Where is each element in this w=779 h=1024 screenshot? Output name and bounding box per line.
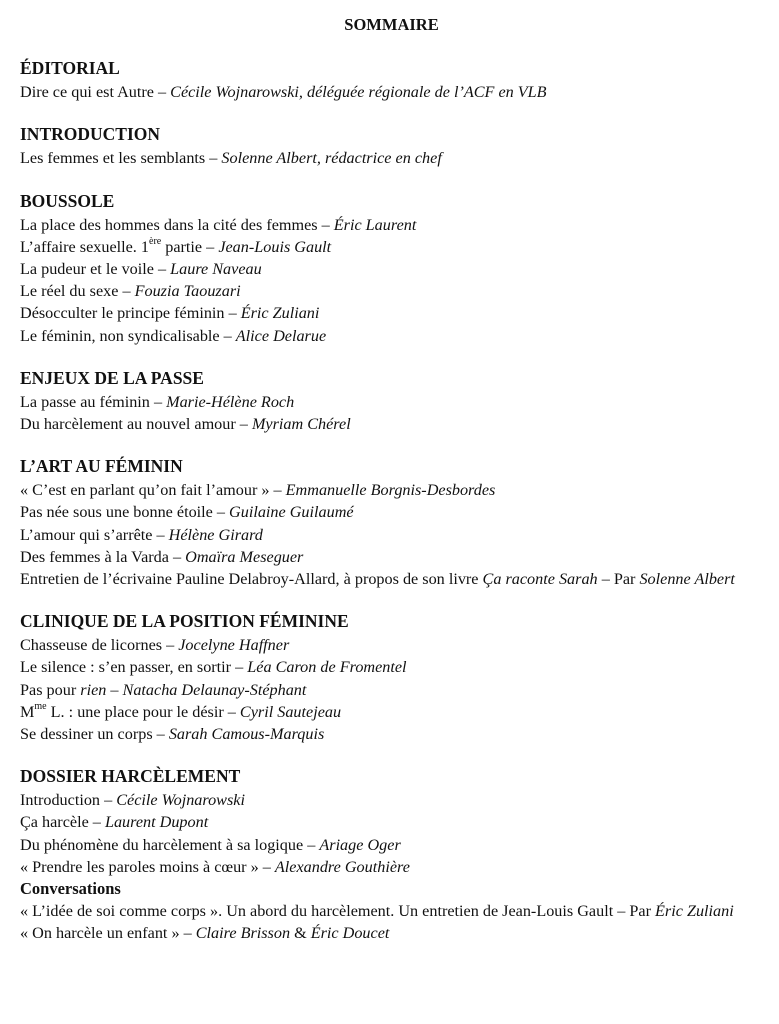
toc-entry — [20, 789, 763, 811]
entry-title — [20, 238, 202, 256]
toc-entry — [20, 834, 763, 856]
toc-entry — [20, 413, 763, 435]
dash-separator: – — [152, 725, 169, 744]
dash-separator: – — [153, 83, 171, 102]
entry-author: Jocelyne Haffner — [178, 636, 290, 655]
entry-title: Le silence : s’en passer, en sortir — [20, 658, 232, 677]
entry-title: « Prendre les paroles moins à cœur » — [20, 857, 259, 876]
toc-entry — [20, 81, 763, 103]
toc-entry — [20, 701, 763, 723]
entry-author: Fouzia Taouzari — [134, 282, 241, 301]
entry-author: Guilaine Guilaumé — [229, 503, 354, 522]
dash-separator: – — [118, 282, 135, 301]
section-introduction — [20, 123, 763, 169]
entry-author: Éric Zuliani — [655, 902, 734, 921]
entry-author: Éric Doucet — [310, 924, 390, 943]
entry-author: Éric Laurent — [333, 215, 417, 234]
entry-author: Alexandre Gouthière — [274, 857, 410, 876]
entry-title: L’amour qui s’arrête — [20, 525, 153, 544]
entry-title: La passe au féminin — [20, 392, 150, 411]
dash-separator: – — [168, 547, 186, 566]
toc-entry — [20, 501, 763, 523]
dash-separator: – — [224, 304, 241, 323]
entry-author: Solenne Albert, rédactrice en chef — [221, 149, 442, 168]
entry-title: Pas née sous une bonne étoile — [20, 503, 213, 522]
entry-author: Léa Caron de Fromentel — [247, 658, 407, 677]
entry-title: « C’est en parlant qu’on fait l’amour » — [20, 481, 270, 500]
entry-author: Marie-Hélène Roch — [166, 392, 295, 411]
entry-title: La pudeur et le voile — [20, 260, 154, 279]
entry-title-part: M — [20, 702, 35, 721]
entry-title: Introduction — [20, 791, 101, 810]
dash-separator: – — [212, 503, 230, 522]
entry-author: Laurent Dupont — [104, 813, 209, 832]
section-heading: ÉDITORIAL — [20, 58, 120, 79]
entry-title: Dire ce qui est Autre — [20, 83, 154, 102]
toc-entry — [20, 546, 763, 568]
entry-title: Entretien de l’écrivaine Pauline Delabroy-Allard, à propos de son livre — [20, 570, 483, 589]
section-art-au-feminin — [20, 455, 763, 590]
entry-title-part: L. : une place pour le désir — [46, 702, 224, 721]
entry-author: Éric Zuliani — [240, 304, 320, 323]
dash-separator: – — [258, 857, 275, 876]
subheading-conversations: Conversations — [20, 879, 121, 899]
dash-separator: – — [223, 702, 240, 721]
entry-author: Laure Naveau — [170, 260, 262, 279]
entry-author: Cyril Sautejeau — [239, 702, 342, 721]
toc-entry — [20, 679, 763, 701]
toc-entry — [20, 280, 763, 302]
dash-separator: – — [202, 237, 219, 256]
entry-author: Claire Brisson — [195, 924, 291, 943]
section-clinique — [20, 610, 763, 745]
toc-entry — [20, 236, 763, 258]
entry-title: « L’idée de soi comme corps ». Un abord du harcèlement. Un entretien de Jean-Louis Gault – Par — [20, 902, 656, 921]
entry-title: Pas pour — [20, 680, 81, 699]
toc-entry — [20, 325, 763, 347]
toc-entry — [20, 524, 763, 546]
entry-author: Sarah Camous-Marquis — [168, 725, 325, 744]
entry-author: Cécile Wojnarowski — [116, 791, 245, 810]
toc-entry — [20, 258, 763, 280]
toc-entry — [20, 723, 763, 745]
section-heading: BOUSSOLE — [20, 190, 115, 211]
entry-title: Ça harcèle — [20, 813, 89, 832]
entry-title: Chasseuse de licornes — [20, 636, 163, 655]
section-dossier-harcelement — [20, 765, 763, 944]
entry-title: Du phénomène du harcèlement à sa logique — [20, 835, 304, 854]
toc-entry — [20, 656, 763, 678]
entry-author: Alice Delarue — [235, 326, 327, 345]
section-boussole — [20, 190, 763, 347]
entry-title: Les femmes et les semblants — [20, 149, 206, 168]
dash-separator: – — [269, 481, 286, 500]
emphasized-word: rien — [80, 680, 107, 699]
book-title: Ça raconte Sarah — [482, 570, 598, 589]
dash-separator: – — [303, 835, 320, 854]
toc-entry — [20, 147, 763, 169]
entry-title — [20, 703, 224, 721]
dash-separator: – — [152, 525, 169, 544]
entry-author: Cécile Wojnarowski, déléguée régionale de l’ACF en VLB — [170, 83, 547, 102]
toc-entry — [20, 568, 763, 590]
entry-author: Natacha Delaunay-Stéphant — [122, 680, 307, 699]
entry-title: Désocculter le principe féminin — [20, 304, 225, 323]
dash-separator: – — [149, 392, 167, 411]
entry-title-part: – Par — [597, 570, 640, 589]
dash-separator: – — [205, 149, 222, 168]
dash-separator: – — [88, 813, 105, 832]
section-heading: DOSSIER HARCÈLEMENT — [20, 766, 241, 787]
toc-entry — [20, 900, 763, 922]
entry-title-part: partie — [161, 237, 203, 256]
entry-title: Se dessiner un corps — [20, 725, 153, 744]
section-heading: L’ART AU FÉMININ — [20, 456, 183, 477]
toc-entry — [20, 634, 763, 656]
ampersand: & — [290, 924, 311, 943]
dash-separator: – — [100, 791, 117, 810]
section-heading: INTRODUCTION — [20, 124, 161, 145]
entry-title-part: L’affaire sexuelle. 1 — [20, 237, 149, 256]
dash-separator: – — [231, 658, 248, 677]
entry-title: Des femmes à la Varda — [20, 547, 169, 566]
section-enjeux-de-la-passe — [20, 367, 763, 435]
ordinal-superscript: ère — [149, 236, 162, 248]
entry-author: Jean-Louis Gault — [218, 237, 332, 256]
entry-author: Solenne Albert — [639, 570, 735, 589]
entry-title: Le réel du sexe — [20, 282, 119, 301]
toc-entry — [20, 856, 763, 878]
entry-title: Le féminin, non syndicalisable — [20, 326, 220, 345]
dash-separator: – — [219, 326, 236, 345]
entry-title: La place des hommes dans la cité des femmes — [20, 215, 318, 234]
entry-author: Myriam Chérel — [251, 415, 351, 434]
section-heading: ENJEUX DE LA PASSE — [20, 367, 204, 388]
section-editorial — [20, 57, 763, 103]
toc-entry — [20, 811, 763, 833]
dash-separator: – — [153, 260, 171, 279]
section-heading: CLINIQUE DE LA POSITION FÉMININE — [20, 611, 349, 632]
document-title: SOMMAIRE — [344, 15, 439, 34]
toc-entry — [20, 302, 763, 324]
dash-separator: – — [235, 415, 252, 434]
entry-title: « On harcèle un enfant » – — [20, 924, 196, 943]
entry-author: Hélène Girard — [168, 525, 263, 544]
abbreviation-superscript: me — [34, 701, 47, 713]
dash-separator: – — [162, 636, 179, 655]
entry-author: Ariage Oger — [319, 835, 401, 854]
toc-entry — [20, 922, 763, 944]
toc-entry — [20, 479, 763, 501]
toc-entry — [20, 391, 763, 413]
toc-entry — [20, 214, 763, 236]
dash-separator: – — [106, 680, 123, 699]
entry-author: Emmanuelle Borgnis-Desbordes — [285, 481, 496, 500]
entry-author: Omaïra Meseguer — [185, 547, 304, 566]
dash-separator: – — [317, 215, 334, 234]
entry-title: Du harcèlement au nouvel amour — [20, 415, 236, 434]
